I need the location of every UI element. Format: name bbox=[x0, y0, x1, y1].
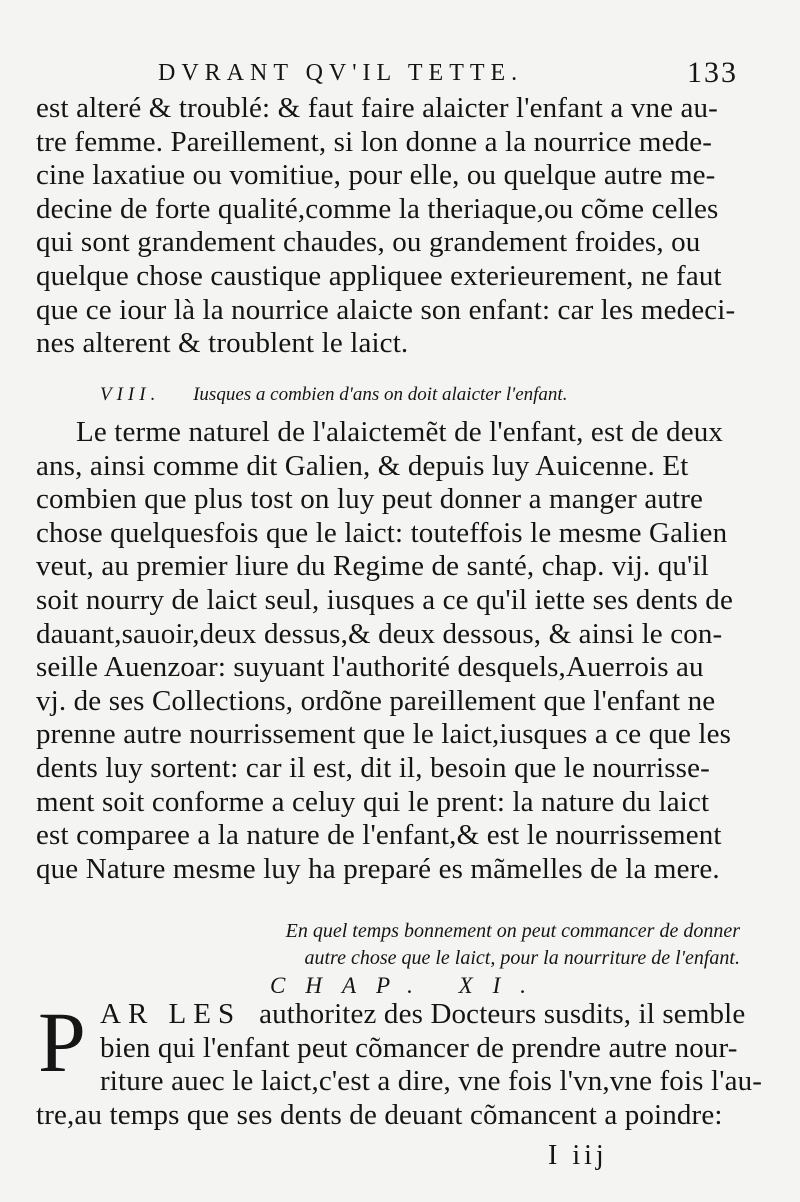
paragraph-2 bbox=[36, 416, 736, 886]
text-line: soit nourry de laict seul, iusques a ce qu'il iette ses dents de bbox=[36, 583, 733, 616]
paragraph-3 bbox=[36, 994, 763, 1132]
chapter-title-line: En quel temps bonnement on peut commancer de donner bbox=[285, 920, 740, 942]
page-number: 133 bbox=[687, 56, 738, 89]
text-line: ans, ainsi comme dit Galien, & depuis luy Auicenne. Et bbox=[36, 449, 689, 482]
text-line-rest: authoritez des Docteurs susdits, il semble bbox=[259, 998, 746, 1030]
chapter-number: CHAP. XI. bbox=[270, 973, 547, 998]
text-line: est comparee a la nature de l'enfant,& est le nourrissement bbox=[36, 819, 722, 852]
text-line: decine de forte qualité,comme la theriaque,ou cõme celles bbox=[36, 192, 719, 225]
signature-mark: I iij bbox=[548, 1140, 608, 1171]
text-line: tre,au temps que ses dents de deuant cõmancent a poindre: bbox=[36, 1098, 723, 1131]
section-number: VIII. bbox=[100, 384, 161, 405]
text-line: Le terme naturel de l'alaictemẽt de l'enfant, est de deux bbox=[76, 416, 724, 448]
section-heading bbox=[100, 384, 740, 406]
text-line: chose quelquesfois que le laict: touteffois le mesme Galien bbox=[36, 516, 728, 549]
chapter-title bbox=[160, 918, 740, 972]
text-line: quelque chose caustique appliquee exterieurement, ne faut bbox=[36, 259, 722, 292]
opening-small-caps: AR LES bbox=[100, 998, 242, 1030]
text-line: vj. de ses Collections, ordõne pareillement que l'enfant ne bbox=[36, 684, 716, 717]
page-header bbox=[0, 56, 800, 92]
text-line: prenne autre nourrissement que le laict,iusques a ce que les bbox=[36, 718, 732, 751]
text-line: combien que plus tost on luy peut donner a manger autre bbox=[36, 483, 704, 516]
text-line: bien qui l'enfant peut cõmancer de prendre autre nour- bbox=[100, 1031, 738, 1064]
text-line: dauant,sauoir,deux dessus,& deux dessous, & ainsi le con- bbox=[36, 617, 723, 650]
running-head: DVRANT QV'IL TETTE. bbox=[158, 60, 524, 86]
text-line: que ce iour là la nourrice alaicte son enfant: car les medeci- bbox=[36, 293, 736, 326]
text-line: nes alterent & troublent le laict. bbox=[36, 327, 409, 360]
text-line: riture auec le laict,c'est a dire, vne fois l'vn,vne fois l'au- bbox=[100, 1065, 763, 1098]
text-line: est alteré & troublé: & faut faire alaicter l'enfant a vne au- bbox=[36, 92, 718, 124]
section-title: Iusques a combien d'ans on doit alaicter l'enfant. bbox=[193, 384, 568, 405]
paragraph-1 bbox=[36, 92, 736, 361]
text-line: veut, au premier liure du Regime de santé, chap. vij. qu'il bbox=[36, 550, 709, 583]
text-line: que Nature mesme luy ha preparé es mãmelles de la mere. bbox=[36, 852, 720, 885]
text-line: dents luy sortent: car il est, dit il, besoin que le nourrisse- bbox=[36, 751, 710, 784]
drop-cap: P bbox=[38, 994, 86, 1090]
text-line: qui sont grandement chaudes, ou grandement froides, ou bbox=[36, 226, 701, 259]
text-line: tre femme. Pareillement, si lon donne a la nourrice mede- bbox=[36, 125, 713, 158]
chapter-title-line: autre chose que le laict, pour la nourriture de l'enfant. bbox=[304, 947, 740, 969]
text-line: seille Auenzoar: suyuant l'authorité desquels,Auerrois au bbox=[36, 651, 704, 684]
text-line: cine laxatiue ou vomitiue, pour elle, ou quelque autre me- bbox=[36, 159, 716, 192]
text-line bbox=[36, 998, 746, 1032]
text-line: ment soit conforme a celuy qui le prent: la nature du laict bbox=[36, 785, 710, 818]
